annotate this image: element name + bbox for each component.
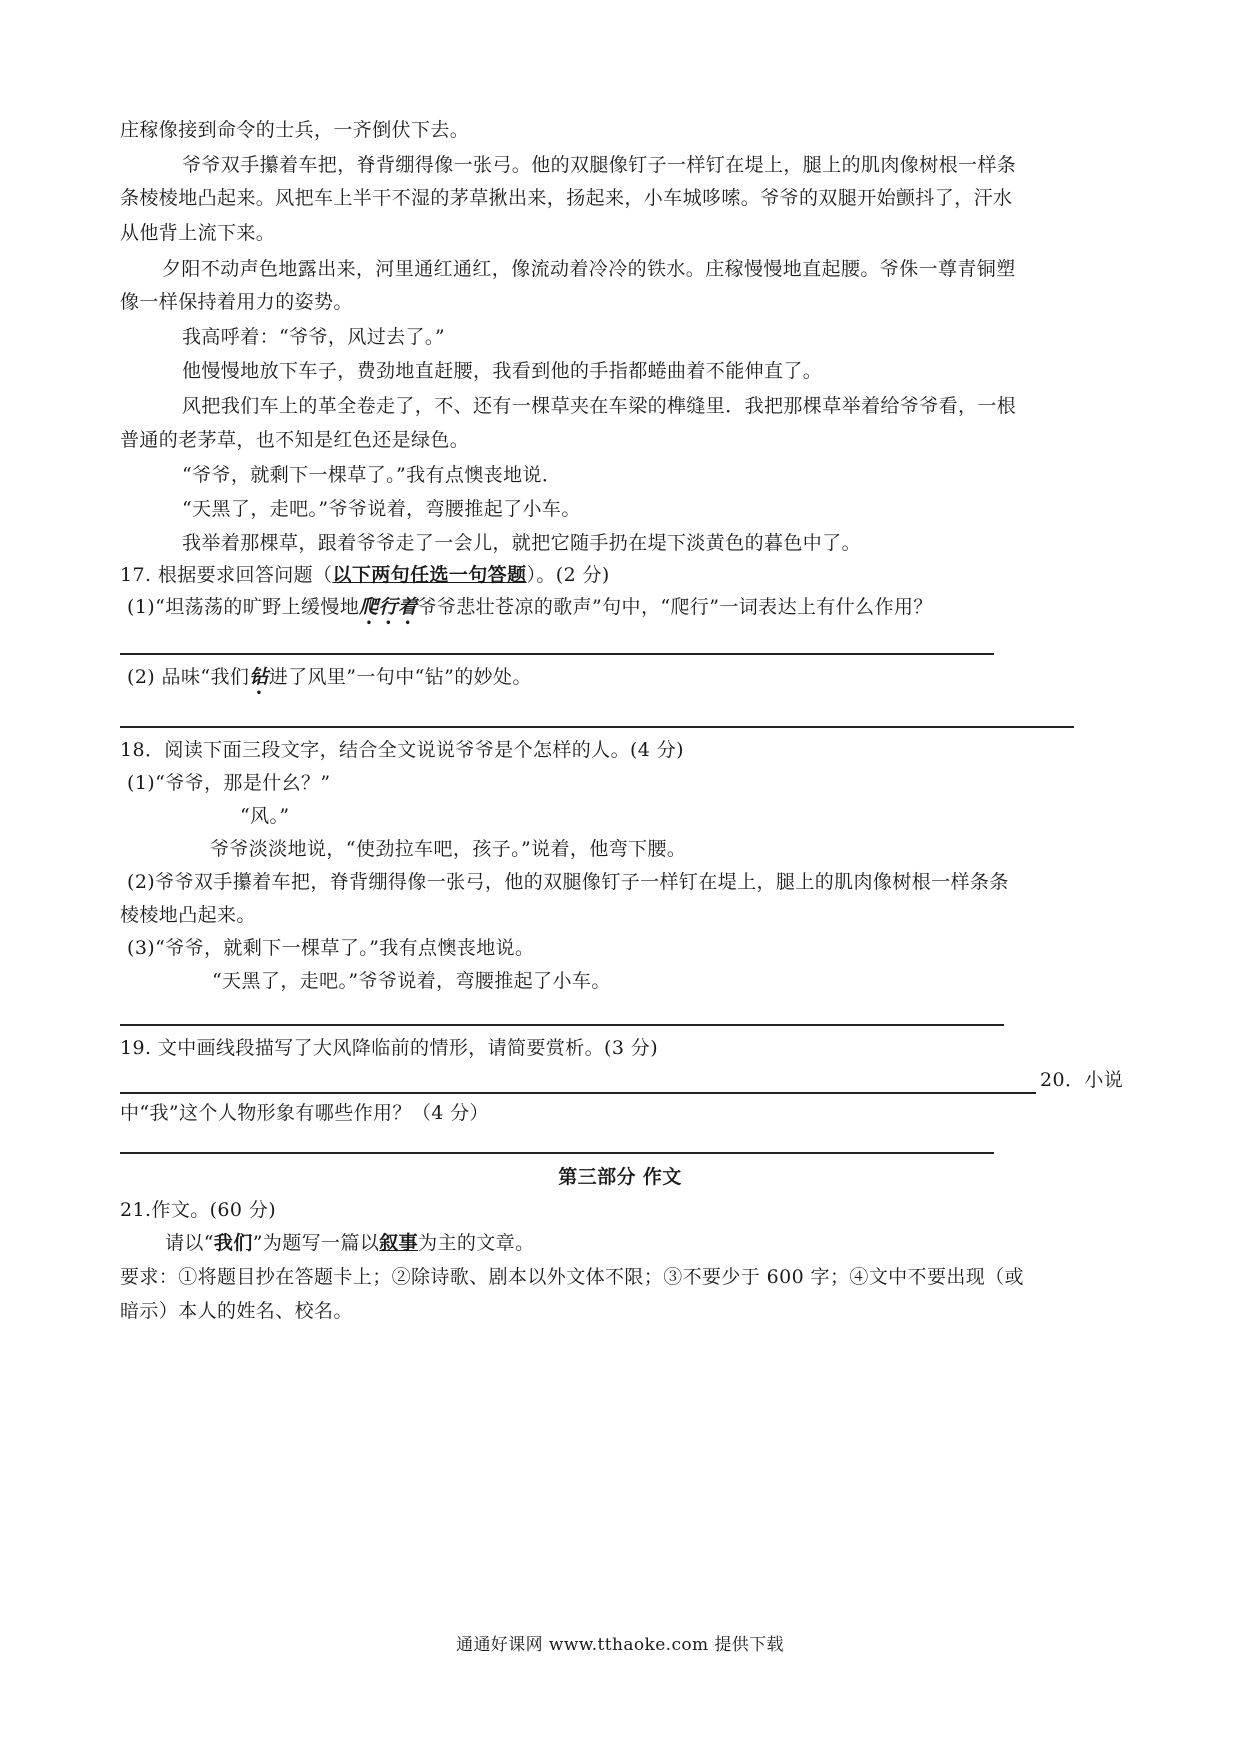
question-20-lead: 20．小说	[1040, 1069, 1124, 1091]
passage-line: 普通的老茅草，也不知是红色还是绿色。	[120, 429, 470, 451]
q18-quote-1: 爷爷淡淡地说，“使劲拉车吧，孩子。”说着，他弯下腰。	[210, 838, 687, 860]
answer-line	[120, 1024, 1004, 1026]
prompt-e: 为主的文章。	[418, 1232, 535, 1254]
passage-line: 从他背上流下来。	[120, 222, 276, 244]
passage-line: 像一样保持着用力的姿势。	[120, 291, 353, 313]
q17-s1-a: (1)“坦荡荡的旷野上缓慢地	[127, 596, 360, 618]
q18-quote-3: (3)“爷爷，就剩下一棵草了。”我有点懊丧地说。	[127, 937, 535, 959]
question-17-sentence-1	[127, 592, 1130, 629]
question-19: 19. 文中画线段描写了大风降临前的情形，请简要赏析。(3 分)	[120, 1037, 659, 1059]
q17-s2-a: (2) 品味“我们	[127, 666, 250, 688]
answer-line	[120, 1152, 994, 1154]
answer-line	[120, 1092, 1036, 1094]
part-3-heading: 第三部分 作文	[558, 1166, 682, 1188]
question-20: 中“我”这个人物形象有哪些作用？（4 分）	[120, 1102, 489, 1124]
q18-quote-1: (1)“爷爷，那是什幺？”	[127, 772, 331, 794]
q18-quote-3: “天黑了，走吧。”爷爷说着，弯腰推起了小车。	[212, 970, 611, 992]
question-18-title: 18．阅读下面三段文字，结合全文说说爷爷是个怎样的人。(4 分)	[120, 739, 684, 761]
q17-prefix: 17. 根据要求回答问题（	[120, 564, 333, 586]
passage-line: 他慢慢地放下车子，费劲地直赶腰，我看到他的手指都蜷曲着不能伸直了。	[182, 360, 823, 382]
passage-line: 条棱棱地凸起来。风把车上半干不湿的茅草揪出来，扬起来，小车城哆嗦。爷爷的双腿开始颤抖了，汗水	[120, 187, 1013, 209]
q17-suffix: ）。(2 分)	[526, 564, 610, 586]
question-21-title: 21.作文。(60 分)	[120, 1199, 277, 1221]
essay-requirements: 暗示）本人的姓名、校名。	[120, 1300, 353, 1322]
question-17-title	[120, 560, 1130, 590]
q18-quote-2: (2)爷爷双手攥着车把，脊背绷得像一张弓，他的双腿像钉子一样钉在堤上，腿上的肌肉像树根一样条条	[127, 871, 1009, 893]
passage-line: “天黑了，走吧。”爷爷说着，弯腰推起了小车。	[182, 498, 581, 520]
question-17-sentence-2	[127, 662, 1130, 699]
essay-title: 我们	[213, 1232, 253, 1254]
footer-credit: 通通好课网 www.tthaoke.com 提供下载	[456, 1635, 784, 1655]
q17-emphasis: 以下两句任选一句答题	[332, 564, 527, 586]
answer-line	[120, 726, 1074, 728]
q18-quote-2: 棱棱地凸起来。	[120, 904, 256, 926]
q17-s2-keyword: 钻	[249, 666, 269, 688]
essay-genre: 叙事	[379, 1232, 419, 1254]
passage-line: “爷爷，就剩下一棵草了。”我有点懊丧地说．	[182, 464, 562, 486]
q18-quote-1: “风。”	[240, 805, 290, 827]
essay-prompt	[165, 1228, 1130, 1258]
answer-line	[120, 653, 994, 655]
passage-line: 夕阳不动声色地露出来，河里通红通红，像流动着冷冷的铁水。庄稼慢慢地直起腰。爷侏一尊青铜塑	[162, 258, 1016, 280]
essay-requirements: 要求：①将题目抄在答题卡上；②除诗歌、剧本以外文体不限；③不要少于 600 字；④文中不要出现（或	[120, 1266, 1024, 1288]
passage-line: 我举着那棵草，跟着爷爷走了一会儿，就把它随手扔在堤下淡黄色的暮色中了。	[182, 532, 862, 554]
passage-line: 我高呼着：“爷爷，风过去了。”	[182, 326, 445, 348]
prompt-a: 请以“	[165, 1232, 214, 1254]
q17-s2-c: 进了风里”一句中“钻”的妙处。	[268, 666, 532, 688]
passage-line: 庄稼像接到命令的士兵，一齐倒伏下去。	[120, 119, 470, 141]
passage-line: 风把我们车上的革全卷走了，不、还有一棵草夹在车梁的榫缝里．我把那棵草举着给爷爷看，一根	[182, 395, 1017, 417]
q17-s1-c: 爷爷悲壮苍凉的歌声”句中，“爬行”一词表达上有什么作用？	[417, 596, 933, 618]
q17-s1-keyword: 爬行着	[359, 596, 418, 618]
prompt-c: ”为题写一篇以	[252, 1232, 380, 1254]
passage-line: 爷爷双手攥着车把，脊背绷得像一张弓。他的双腿像钉子一样钉在堤上，腿上的肌肉像树根一样条	[182, 154, 1017, 176]
